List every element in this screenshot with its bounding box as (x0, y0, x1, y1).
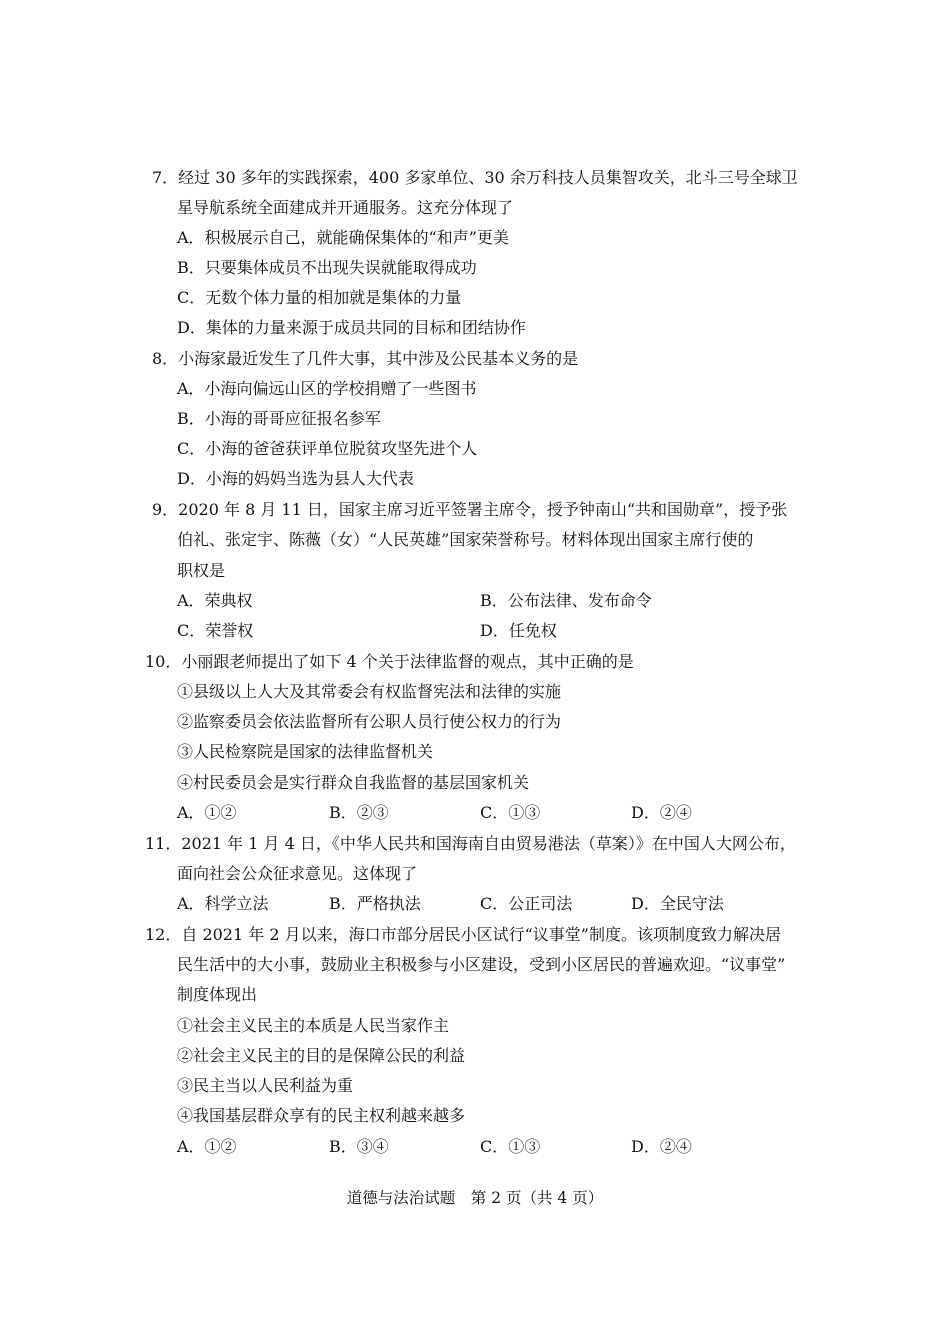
page-footer: 道德与法治试题 第 2 页（共 4 页） (346, 1189, 604, 1207)
q12-stem-line2: 民生活中的大小事，鼓励业主积极参与小区建设，受到小区居民的普遍欢迎。“议事堂” (177, 955, 786, 974)
q9-option-c: C．荣誉权 (177, 621, 254, 640)
q10-option-c: C．①③ (480, 803, 541, 822)
q12-statement-3: ③民主当以人民利益为重 (177, 1076, 354, 1095)
q7-stem-line2: 星导航系统全面建成并开通服务。这充分体现了 (177, 198, 514, 217)
q12-option-d: D．②④ (631, 1137, 692, 1156)
q9-option-b: B．公布法律、发布命令 (480, 591, 652, 610)
q8-option-d: D．小海的妈妈当选为县人大代表 (177, 469, 414, 488)
q11-option-d: D．全民守法 (631, 894, 724, 913)
q11-option-b: B．严格执法 (329, 894, 421, 913)
q12-statement-4: ④我国基层群众享有的民主权利越来越多 (177, 1106, 466, 1125)
q11-option-c: C．公正司法 (480, 894, 573, 913)
q8-option-c: C．小海的爸爸获评单位脱贫攻坚先进个人 (177, 439, 478, 458)
q12-option-a: A．①② (177, 1137, 237, 1156)
q10-option-b: B．②③ (329, 803, 389, 822)
q12-option-b: B．③④ (329, 1137, 389, 1156)
q10-option-a: A．①② (177, 803, 237, 822)
q7-option-d: D．集体的力量来源于成员共同的目标和团结协作 (177, 318, 526, 337)
q9-option-a: A．荣典权 (177, 591, 253, 610)
q11-stem-line1: 11．2021 年 1 月 4 日，《中华人民共和国海南自由贸易港法（草案）》在中国人大网公布， (145, 834, 796, 853)
q7-option-a: A．积极展示自己，就能确保集体的“和声”更美 (177, 228, 509, 247)
q10-option-d: D．②④ (631, 803, 692, 822)
q10-statement-3: ③人民检察院是国家的法律监督机关 (177, 742, 434, 761)
q11-stem-line2: 面向社会公众征求意见。这体现了 (177, 864, 418, 883)
q9-stem-line1: 9．2020 年 8 月 11 日，国家主席习近平签署主席令，授予钟南山“共和国勋章”，授予张 (152, 500, 788, 519)
q9-stem-line3: 职权是 (177, 561, 226, 580)
q8-stem-line1: 8．小海家最近发生了几件大事，其中涉及公民基本义务的是 (152, 349, 579, 368)
q9-stem-line2: 伯礼、张定宇、陈薇（女）“人民英雄”国家荣誉称号。材料体现出国家主席行使的 (177, 530, 754, 549)
q8-option-b: B．小海的哥哥应征报名参军 (177, 409, 381, 428)
q7-option-b: B．只要集体成员不出现失误就能取得成功 (177, 258, 477, 277)
q12-statement-2: ②社会主义民主的目的是保障公民的利益 (177, 1046, 466, 1065)
q9-option-d: D．任免权 (480, 621, 557, 640)
q10-statement-1: ①县级以上人大及其常委会有权监督宪法和法律的实施 (177, 682, 562, 701)
q7-option-c: C．无数个体力量的相加就是集体的力量 (177, 288, 462, 307)
q12-stem-line3: 制度体现出 (177, 985, 258, 1004)
q8-option-a: A．小海向偏远山区的学校捐赠了一些图书 (177, 379, 477, 398)
q12-option-c: C．①③ (480, 1137, 541, 1156)
q11-option-a: A．科学立法 (177, 894, 269, 913)
q12-statement-1: ①社会主义民主的本质是人民当家作主 (177, 1016, 450, 1035)
q10-statement-2: ②监察委员会依法监督所有公职人员行使公权力的行为 (177, 712, 562, 731)
q12-stem-line1: 12．自 2021 年 2 月以来，海口市部分居民小区试行“议事堂”制度。该项制度致力解决居 (145, 925, 781, 944)
q10-stem-line1: 10．小丽跟老师提出了如下 4 个关于法律监督的观点，其中正确的是 (145, 652, 634, 671)
q10-statement-4: ④村民委员会是实行群众自我监督的基层国家机关 (177, 773, 530, 792)
q7-stem-line1: 7．经过 30 多年的实践探索，400 多家单位、30 余万科技人员集智攻关，北斗三号全球卫 (152, 168, 798, 187)
